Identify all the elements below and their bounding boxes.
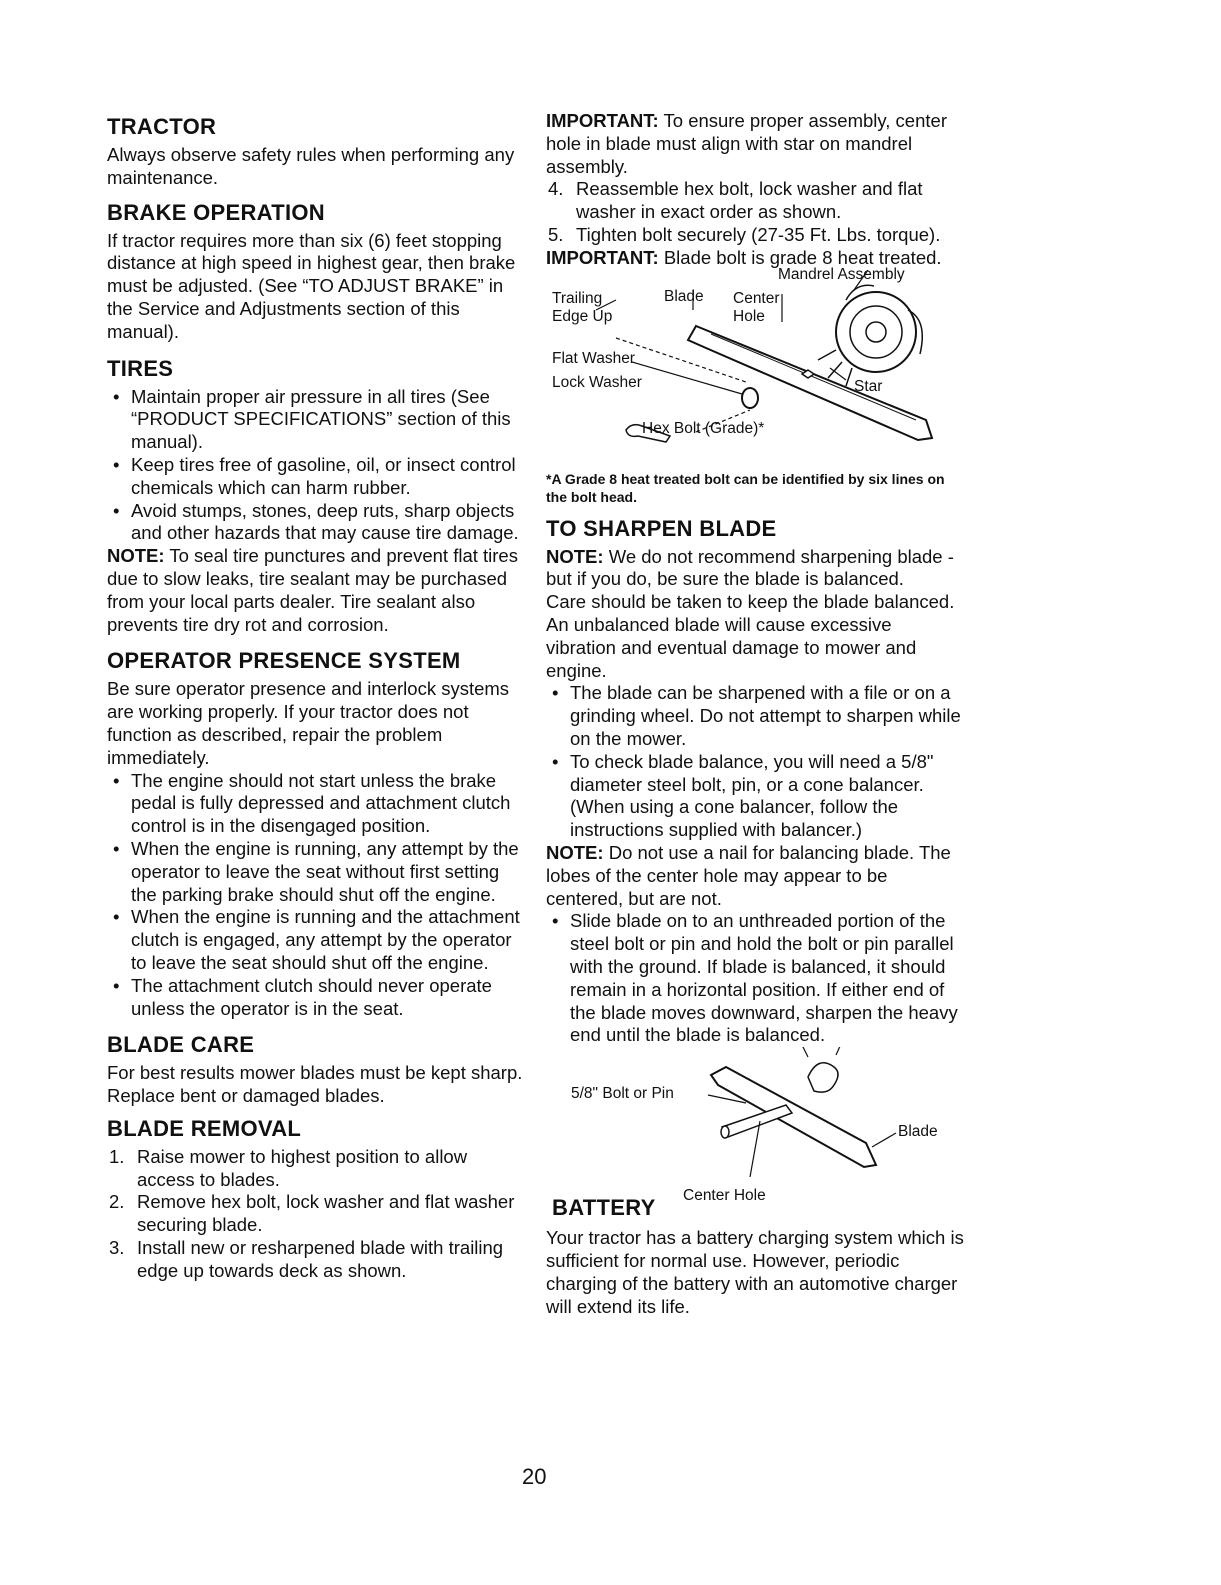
list-item: • The blade can be sharpened with a file or on a grinding wheel. Do not attempt to sharpen while on the mower. [546,682,966,750]
step-text: Install new or resharpened blade with trailing edge up towards deck as shown. [137,1237,504,1281]
blade-removal-heading: BLADE REMOVAL [107,1115,302,1141]
list-item: • Maintain proper air pressure in all tires (See “PRODUCT SPECIFICATIONS” section of this manual). [107,386,527,454]
label-hex-bolt: Hex Bolt (Grade)* [642,419,765,437]
list-item: • To check blade balance, you will need a 5/8" diameter steel bolt, pin, or a cone balancer. (When using a cone balancer, follow the instructions supplied with balancer.) [546,751,966,842]
operator-presence-heading: OPERATOR PRESENCE SYSTEM [107,648,461,674]
blade-balance-illustration [546,1047,966,1187]
label-mandrel-assembly: Mandrel Assembly [778,265,905,283]
step-text: Reassemble hex bolt, lock washer and flat washer in exact order as shown. [576,178,923,223]
list-item: • Avoid stumps, stones, deep ruts, sharp objects and other hazards that may cause tire damage. [107,500,527,546]
label-blade: Blade [898,1123,938,1141]
important-text: Blade bolt is grade 8 heat treated. [663,246,942,268]
blade-assembly-diagram [546,265,966,470]
left-column [107,110,527,1283]
sharpen-text: Care should be taken to keep the blade balanced. An unbalanced blade will cause excessive vibration and eventual damage to mower and engine. [546,591,955,681]
balance-note [546,842,966,910]
label-lock-washer: Lock Washer [552,373,642,391]
sharpen-list [546,682,966,842]
note-text: To seal tire punctures and prevent flat tires due to slow leaks, tire sealant may be purchased from your local parts dealer. Tire sealant also prevents tire dry rot and corrosion. [107,545,518,635]
tractor-text: Always observe safety rules when performing any maintenance. [107,144,515,188]
battery-heading: BATTERY [552,1195,656,1221]
label-center-hole: Center Hole [733,289,780,325]
blade-removal-list [107,1146,527,1283]
list-item: • When the engine is running and the attachment clutch is engaged, any attempt by the operator to leave the seat should shut off the engine. [107,906,527,974]
list-item: • Slide blade on to an unthreaded portion of the steel bolt or pin and hold the bolt or pin parallel with the ground. If blade is balanced, it should remain in a horizontal position. If either end of the blade moves downward, sharpen the heavy end until the blade is balanced. [546,910,966,1047]
note-text: Do not use a nail for balancing blade. The lobes of the center hole may appear to be centered, but are not. [546,841,951,909]
label-trailing-edge-up: Trailing Edge Up [552,289,613,325]
list-item [107,1237,527,1283]
important-label: IMPORTANT: [546,110,659,131]
right-column [546,110,966,1318]
battery-heading-row [546,1187,966,1223]
list-item [107,1191,527,1237]
tires-heading: TIRES [107,355,174,381]
page-number: 20 [522,1464,547,1489]
operator-presence-list [107,770,527,1021]
operator-presence-text: Be sure operator presence and interlock systems are working properly. If your tractor does not function as described, repair the problem immediately. [107,678,510,768]
step-text: Remove hex bolt, lock washer and flat washer securing blade. [137,1191,515,1236]
tires-list [107,386,527,546]
important-label: IMPORTANT: [546,246,659,268]
sharpen-blade-heading: TO SHARPEN BLADE [546,515,777,541]
step-text: Raise mower to highest position to allow access to blades. [137,1145,468,1190]
list-item: • When the engine is running, any attempt by the operator to leave the seat without first setting the parking brake should shut off the engine. [107,838,527,906]
note-label: NOTE: [546,841,604,863]
list-item: • Keep tires free of gasoline, oil, or insect control chemicals which can harm rubber. [107,454,527,500]
step-text: Tighten bolt securely (27-35 Ft. Lbs. torque). [576,223,941,245]
label-bolt-or-pin: 5/8" Bolt or Pin [571,1085,674,1103]
important-text: To ensure proper assembly, center hole in blade must align with star on mandrel assembly. [546,110,947,177]
reassembly-list [546,178,966,246]
blade-care-text: For best results mower blades must be kept sharp. Replace bent or damaged blades. [107,1062,523,1107]
important-assembly [546,110,966,178]
list-item [107,1146,527,1192]
blade-care-heading: BLADE CARE [107,1032,255,1058]
list-item [546,224,966,247]
note-label: NOTE: [546,545,604,567]
list-item: • The engine should not start unless the brake pedal is fully depressed and attachment clutch control is in the disengaged position. [107,770,527,838]
label-star: Star [854,377,883,395]
sharpen-note [546,546,966,592]
balance-list [546,910,966,1047]
hand-icon [808,1063,838,1092]
list-item: • The attachment clutch should never operate unless the operator is in the seat. [107,975,527,1021]
label-flat-washer: Flat Washer [552,349,635,367]
tires-note [107,545,527,636]
tractor-heading: TRACTOR [107,114,217,139]
blade-balance-diagram [546,1047,966,1187]
brake-heading: BRAKE OPERATION [107,199,325,225]
lock-washer-icon [742,388,758,408]
label-blade: Blade [664,287,704,305]
list-item [546,178,966,224]
note-text: We do not recommend sharpening blade - but if you do, be sure the blade is balanced. [546,545,954,590]
brake-text: If tractor requires more than six (6) feet stopping distance at high speed in highest gear, then brake must be adjusted. (See “TO ADJUST BRAKE” in the Service and Adjustments section of this manual). [107,229,516,342]
grade-8-footnote: *A Grade 8 heat treated bolt can be identified by six lines on the bolt head. [546,470,945,505]
label-center-hole: Center Hole [683,1187,766,1205]
battery-text: Your tractor has a battery charging system which is sufficient for normal use. However, periodic charging of the battery with an automotive charger will extend its life. [546,1227,964,1317]
note-label: NOTE: [107,545,165,567]
